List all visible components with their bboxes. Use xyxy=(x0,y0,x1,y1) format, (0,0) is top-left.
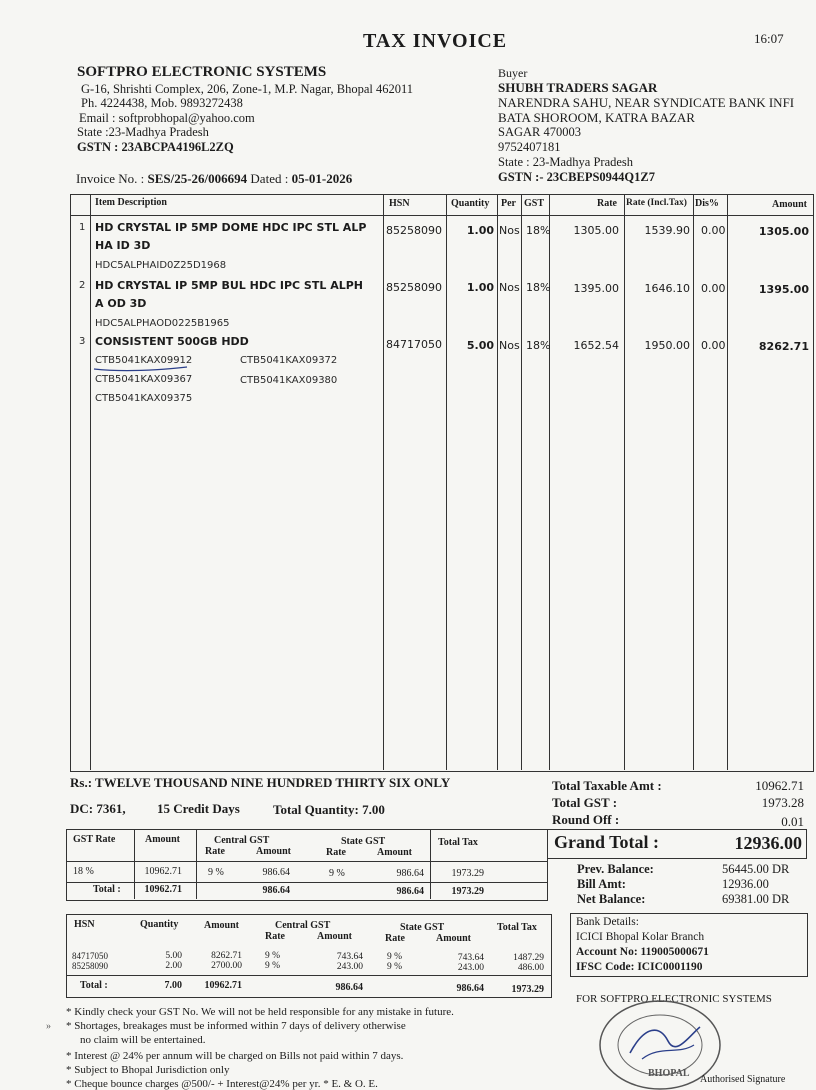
item-sn: 2 xyxy=(79,280,86,291)
authorised-signature: Authorised Signature xyxy=(700,1074,786,1085)
gst-h-s-amount: Amount xyxy=(377,847,413,858)
amount-in-words: Rs.: TWELVE THOUSAND NINE HUNDRED THIRTY SIX ONLY xyxy=(70,775,451,790)
hsn-s-amount: 743.64 xyxy=(457,953,484,963)
item-amount: 1395.00 xyxy=(758,283,809,296)
dc-number: DC: 7361, xyxy=(70,801,126,816)
item-serial: CTB5041KAX09375 xyxy=(95,393,193,404)
stamp-city: BHOPAL xyxy=(648,1068,690,1079)
item-hsn: 84717050 xyxy=(386,338,442,351)
col-per: Per xyxy=(501,198,516,209)
hsn-c-amount: 743.64 xyxy=(336,952,363,962)
gst-s-rate: 9 % xyxy=(329,868,345,879)
term-5: * Cheque bounce charges @500/- + Interest@24% per yr. * E. & O. E. xyxy=(66,1078,378,1090)
seller-phone: Ph. 4224438, Mob. 9893272438 xyxy=(81,96,243,110)
hsn-h-amount: Amount xyxy=(204,920,240,931)
prev-balance-label: Prev. Balance: xyxy=(577,862,654,876)
hsn-total-tax: 1973.29 xyxy=(511,984,544,995)
col-gst: GST xyxy=(524,198,545,209)
hsn-qty: 5.00 xyxy=(165,951,182,961)
item-rate: 1652.54 xyxy=(573,339,619,352)
gst-h-c-amount: Amount xyxy=(256,846,292,857)
gst-s-amount: 986.64 xyxy=(396,868,424,879)
prev-balance: 56445.00 DR xyxy=(722,862,790,876)
item-per: Nos xyxy=(499,339,520,352)
buyer-phone: 9752407181 xyxy=(498,140,561,154)
item-gst: 18% xyxy=(526,339,551,352)
item-gst: 18% xyxy=(526,281,551,294)
item-hsn: 85258090 xyxy=(386,281,442,294)
hsn-code: 85258090 xyxy=(72,961,108,971)
gst-total-central: 986.64 xyxy=(262,885,290,896)
hsn-total-amount: 10962.71 xyxy=(204,980,242,991)
hsn-h-total: Total Tax xyxy=(497,922,537,933)
hsn-c-rate: 9 % xyxy=(265,961,281,971)
item-serial: CTB5041KAX09372 xyxy=(240,355,338,366)
hsn-code: 84717050 xyxy=(72,951,108,961)
item-description: HD CRYSTAL IP 5MP DOME HDC IPC STL ALP xyxy=(95,221,367,234)
gst-h-amount: Amount xyxy=(145,834,181,845)
buyer-label: Buyer xyxy=(498,66,528,80)
net-balance: 69381.00 DR xyxy=(722,892,790,906)
hsn-amount: 8262.71 xyxy=(211,951,242,961)
buyer-state: State : 23-Madhya Pradesh xyxy=(498,155,634,169)
item-serial: CTB5041KAX09912 xyxy=(95,355,193,366)
term-4: * Subject to Bhopal Jurisdiction only xyxy=(66,1064,230,1076)
item-rate: 1305.00 xyxy=(573,224,619,237)
gst-h-central: Central GST xyxy=(214,835,270,846)
gst-c-amount: 986.64 xyxy=(262,867,290,878)
term-1: * Kindly check your GST No. We will not be held responsible for any mistake in future. xyxy=(66,1006,454,1018)
gst-h-c-rate: Rate xyxy=(205,846,225,857)
gst-c-rate: 9 % xyxy=(208,867,224,878)
gst-rate: 18 % xyxy=(73,866,94,877)
invoice-number: SES/25-26/006694 xyxy=(147,171,248,186)
header-divider xyxy=(70,215,813,216)
signature-scribble xyxy=(630,1027,700,1053)
buyer-address: NARENDRA SAHU, NEAR SYNDICATE BANK INFI xyxy=(498,95,795,110)
gst-h-total: Total Tax xyxy=(438,837,478,848)
item-description: HD CRYSTAL IP 5MP BUL HDC IPC STL ALPH xyxy=(95,279,363,292)
gst-total-tax: 1973.29 xyxy=(451,886,484,897)
margin-mark: » xyxy=(46,1021,51,1032)
seller-name: SOFTPRO ELECTRONIC SYSTEMS xyxy=(77,64,327,80)
bank-label: Bank Details: xyxy=(576,916,639,928)
hsn-qty: 2.00 xyxy=(165,961,182,971)
item-description-2: HA ID 3D xyxy=(95,239,151,252)
hsn-h-central: Central GST xyxy=(275,920,331,931)
document-title: TAX INVOICE xyxy=(363,30,508,52)
gst-h-rate: GST Rate xyxy=(73,834,116,845)
invoice-date-label: Dated : xyxy=(250,171,289,186)
buyer-city: SAGAR 470003 xyxy=(498,125,581,139)
invoice-line xyxy=(76,171,352,187)
hsn-s-rate: 9 % xyxy=(387,962,403,972)
seller-state: State :23-Madhya Pradesh xyxy=(77,125,209,139)
pen-underline-mark xyxy=(92,364,192,374)
item-amount: 8262.71 xyxy=(758,340,809,353)
round-off-amount: 0.01 xyxy=(781,814,804,829)
item-qty: 1.00 xyxy=(466,224,494,237)
item-hsn: 85258090 xyxy=(386,224,442,237)
hsn-total-state: 986.64 xyxy=(456,983,484,994)
gst-amount: 1973.28 xyxy=(761,795,804,810)
invoice-no-label: Invoice No. : xyxy=(76,171,145,186)
hsn-total-qty: 7.00 xyxy=(164,980,182,991)
item-rate-incl: 1950.00 xyxy=(644,339,690,352)
seller-gstin: GSTN : 23ABCPA4196L2ZQ xyxy=(77,140,234,154)
seller-address: G-16, Shrishti Complex, 206, Zone-1, M.P. Nagar, Bhopal 462011 xyxy=(81,82,414,96)
signature-for: FOR SOFTPRO ELECTRONIC SYSTEMS xyxy=(576,993,772,1005)
col-quantity: Quantity xyxy=(451,198,490,209)
total-quantity: Total Quantity: 7.00 xyxy=(273,802,385,817)
item-description-2: A OD 3D xyxy=(95,297,147,310)
item-serial: CTB5041KAX09367 xyxy=(95,374,193,385)
item-description: CONSISTENT 500GB HDD xyxy=(95,335,249,348)
hsn-h-c-rate: Rate xyxy=(265,931,285,942)
gst-h-s-rate: Rate xyxy=(326,847,346,858)
gst-label: Total GST : xyxy=(552,795,618,810)
seller-email: Email : softprobhopal@yahoo.com xyxy=(79,111,255,125)
item-amount: 1305.00 xyxy=(758,225,809,238)
item-sn: 1 xyxy=(79,222,86,233)
buyer-name: SHUBH TRADERS SAGAR xyxy=(498,80,658,95)
print-time: 16:07 xyxy=(754,31,784,46)
bank-name: ICICI Bhopal Kolar Branch xyxy=(576,931,705,943)
hsn-h-c-amount: Amount xyxy=(317,931,353,942)
col-description: Item Description xyxy=(95,197,167,208)
item-sn: 3 xyxy=(79,336,86,347)
credit-days: 15 Credit Days xyxy=(157,801,240,816)
hsn-s-rate: 9 % xyxy=(387,952,403,962)
item-per: Nos xyxy=(499,281,520,294)
hsn-total: 1487.29 xyxy=(513,953,544,963)
gst-h-state: State GST xyxy=(341,836,386,847)
col-amount: Amount xyxy=(772,199,808,210)
grand-total-label: Grand Total : xyxy=(554,832,660,852)
hsn-h-qty: Quantity xyxy=(140,919,179,930)
hsn-total-label: Total : xyxy=(80,980,108,991)
gst-total-label: Total : xyxy=(93,884,121,895)
item-discount: 0.00 xyxy=(701,339,726,352)
term-2b: no claim will be entertained. xyxy=(80,1034,206,1046)
item-per: Nos xyxy=(499,224,520,237)
taxable-amount: 10962.71 xyxy=(755,778,804,793)
item-discount: 0.00 xyxy=(701,282,726,295)
item-gst: 18% xyxy=(526,224,551,237)
item-qty: 1.00 xyxy=(466,281,494,294)
gst-amount: 10962.71 xyxy=(144,866,182,877)
gst-total-amount: 10962.71 xyxy=(144,884,182,895)
item-rate-incl: 1539.90 xyxy=(644,224,690,237)
col-rate-incl: Rate (Incl.Tax) xyxy=(626,198,687,208)
term-2: * Shortages, breakages must be informed within 7 days of delivery otherwise xyxy=(66,1020,406,1032)
hsn-h-s-amount: Amount xyxy=(436,933,472,944)
round-off-label: Round Off : xyxy=(552,812,620,827)
item-serial: HDC5ALPHAOD0225B1965 xyxy=(95,318,230,329)
invoice-date: 05-01-2026 xyxy=(291,171,353,186)
hsn-total: 486.00 xyxy=(517,963,544,973)
bank-ifsc: IFSC Code: ICIC0001190 xyxy=(576,961,703,973)
item-rate-incl: 1646.10 xyxy=(644,282,690,295)
taxable-label: Total Taxable Amt : xyxy=(552,778,662,793)
hsn-amount: 2700.00 xyxy=(211,961,242,971)
buyer-address-2: BATA SHOROOM, KATRA BAZAR xyxy=(498,110,695,125)
gst-total-state: 986.64 xyxy=(396,886,424,897)
hsn-h-state: State GST xyxy=(400,922,445,933)
buyer-gstin: GSTN :- 23CBEPS0944Q1Z7 xyxy=(498,170,655,184)
item-discount: 0.00 xyxy=(701,224,726,237)
hsn-total-central: 986.64 xyxy=(335,982,363,993)
term-3: * Interest @ 24% per annum will be charged on Bills not paid within 7 days. xyxy=(66,1050,404,1062)
item-serial: HDC5ALPHAID0Z25D1968 xyxy=(95,260,227,271)
col-discount: Dis% xyxy=(695,198,719,209)
hsn-h-s-rate: Rate xyxy=(385,933,405,944)
col-hsn: HSN xyxy=(389,198,410,209)
hsn-s-amount: 243.00 xyxy=(457,963,484,973)
hsn-h-hsn: HSN xyxy=(74,919,95,930)
item-serial: CTB5041KAX09380 xyxy=(240,375,338,386)
bank-account: Account No: 119005000671 xyxy=(576,946,709,958)
hsn-c-rate: 9 % xyxy=(265,951,281,961)
bill-amount: 12936.00 xyxy=(722,877,769,891)
col-rate: Rate xyxy=(597,198,617,209)
bill-amount-label: Bill Amt: xyxy=(577,877,626,891)
net-balance-label: Net Balance: xyxy=(577,892,646,906)
hsn-c-amount: 243.00 xyxy=(336,962,363,972)
item-rate: 1395.00 xyxy=(573,282,619,295)
gst-total: 1973.29 xyxy=(451,868,484,879)
grand-total-amount: 12936.00 xyxy=(734,833,802,853)
item-qty: 5.00 xyxy=(466,339,494,352)
